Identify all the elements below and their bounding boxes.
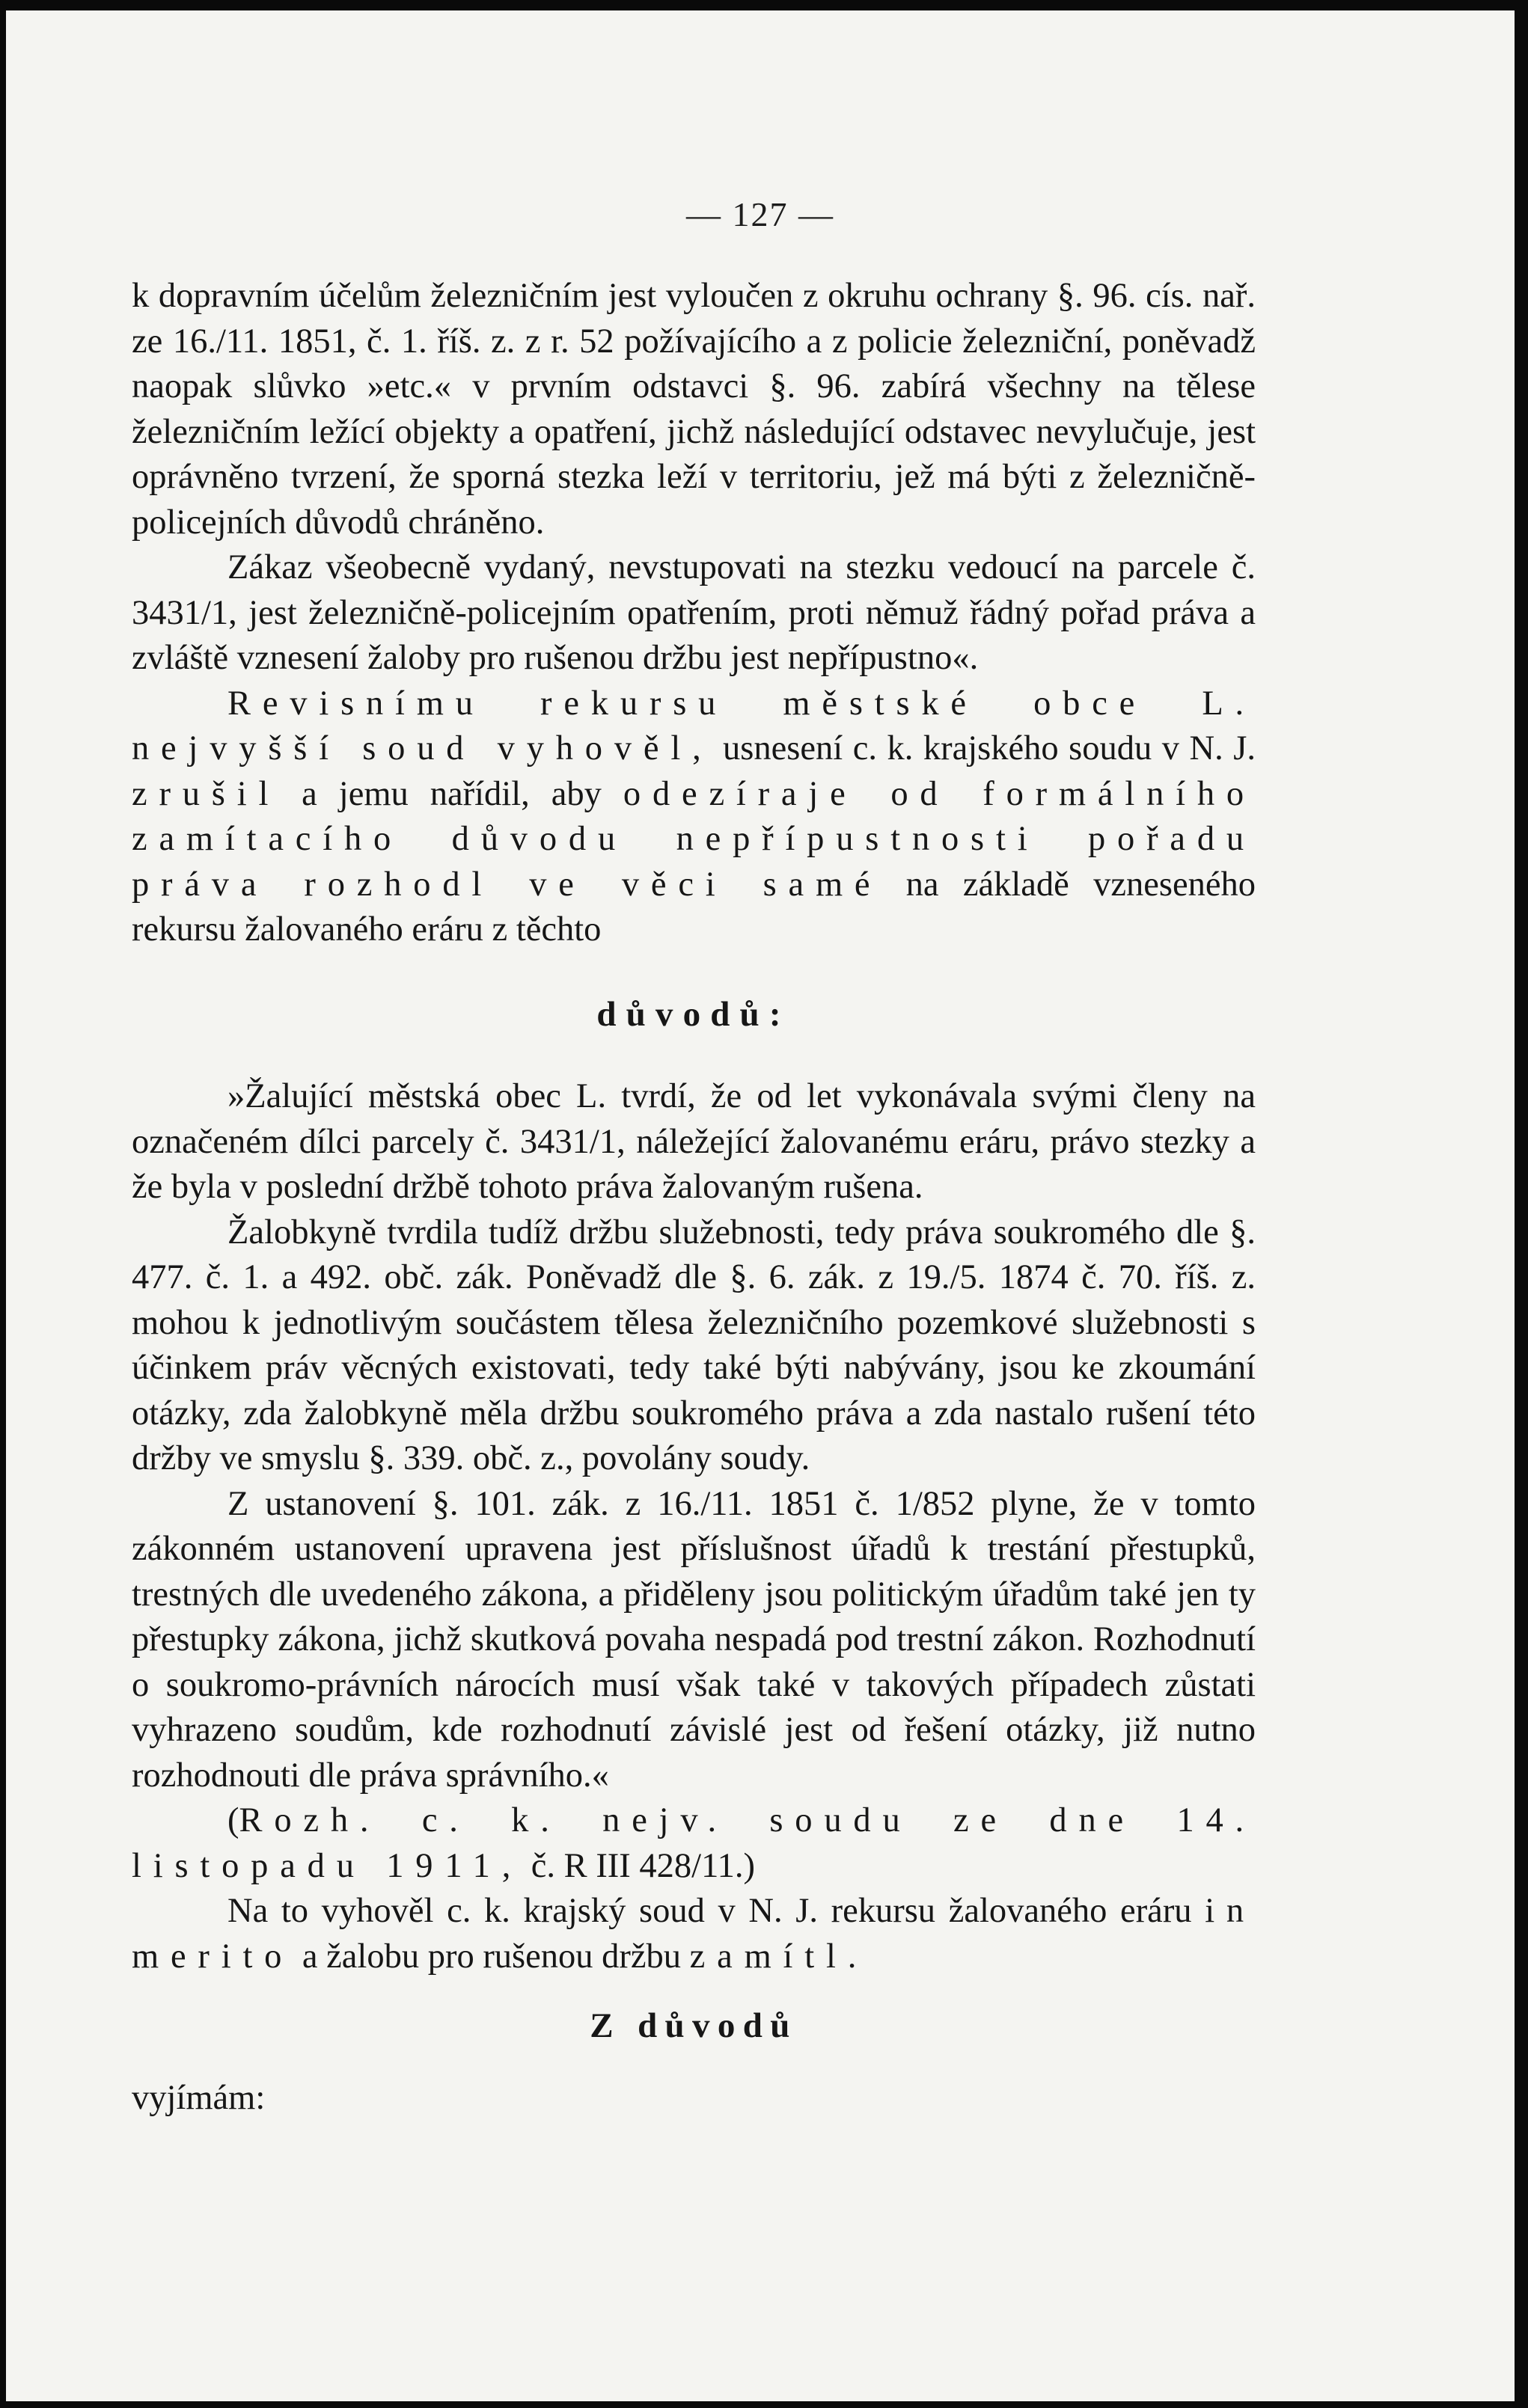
paragraph-8-part-3: a žalobu pro rušenou držbu [293,1937,690,1976]
paragraph-3-spaced-5: odezíraje od formálního zamítacího důvodu nepřípustnosti pořadu práva rozhodl ve věci samé [132,774,1256,904]
paragraph-3-part-2: usnesení c. k. krajského soudu v N. J. [712,729,1256,768]
paragraph-5: Žalobkyně tvrdila tudíž držbu služebnosti, tedy práva soukromého dle §. 477. č. 1. a 492. obč. zák. Poněvadž dle §. 6. zák. z 19./5. 1874 č. 70. říš. z. mohou k jednotlivým součástem tělesa železničního pozemkové služebnosti s účinkem práv věcných existovati, tedy také býti nabývány, jsou ke zkoumání otázky, zda žalobkyně měla držbu soukromého práva a zda nastalo rušení této držby ve smyslu §. 339. obč. z., povolány soudy. [132,1213,1256,1477]
page-number: — 127 — [686,195,834,233]
section-heading-z-duvodu: Z důvodů [590,2006,798,2045]
document-page [6,10,1515,2401]
paragraph-3-spaced-3: zrušil [132,774,281,813]
paragraph-1: k dopravním účelům železničním jest vyloučen z okruhu ochrany §. 96. cís. nař. ze 16./11. 1851, č. 1. říš. z. z r. 52 požívajícího a z policie železniční, poněvadž naopak slůvko »etc.« v prvním odstavci §. 96. zabírá všechny na tělese železničním ležící objekty a opatření, jichž následující odstavec nevylučuje, jest oprávněno tvrzení, že sporná stezka leží v territoriu, jež má býti z železničně-policejních důvodů chráněno. [132,277,1256,542]
paragraph-3-part-4: a jemu nařídil, aby [280,774,623,813]
closing-line: vyjímám: [132,2078,266,2117]
citation-number: č. R III 428/11.) [522,1846,755,1885]
paragraph-8-part-5: . [847,1937,857,1976]
paragraph-4: »Žalující městská obec L. tvrdí, že od let vykonávala svými členy na označeném dílci parcely č. 3431/1, náležející žalovanému eráru, právo stezky a že byla v poslední držbě tohoto práva žalovaným rušena. [132,1077,1256,1206]
paragraph-8 [132,1889,1256,1979]
paragraph-6: Z ustanovení §. 101. zák. z 16./11. 1851 č. 1/852 plyne, že v tomto zákonném ustanovení upravena jest příslušnost úřadů k trestání přestupků, trestných dle uvedeného zákona, a přiděleny jsou politickým úřadům také jen ty přestupky zákona, jichž skutková povaha nespadá pod trestní zákon. Rozhodnutí o soukromo-právních nárocích musí však také v takových případech zůstati vyhrazeno soudům, kde rozhodnutí závislé jest od řešení otázky, již nutno rozhodnouti dle práva správního.« [132,1484,1256,1795]
body-text [132,274,1256,2121]
paragraph-8-spaced-2: in merito [132,1892,1256,1976]
paragraph-7-citation [132,1798,1256,1889]
paragraph-2: Zákaz všeobecně vydaný, nevstupovati na stezku vedoucí na parcele č. 3431/1, jest železničně-policejním opatřením, proti němuž řádný pořad práva a zvláště vznesení žaloby pro rušenou držbu jest nepřípustno«. [132,548,1256,677]
section-heading-duvodu: důvodů: [596,994,791,1034]
paragraph-8-part-1: Na to vyhověl c. k. krajský soud v N. J. rekursu žalovaného eráru [227,1892,1205,1930]
paragraph-3-spaced-1: Revisnímu rekursu městské obce L. nejvyšší soud vyhověl, [132,684,1256,768]
paragraph-3 [132,681,1256,953]
paragraph-3-part-6: na základě vzneseného rekursu žalovaného eráru z těchto [132,865,1256,949]
paragraph-8-spaced-4: zamítl [689,1937,848,1976]
citation-spaced: Rozh. c. k. nejv. soudu ze dne 14. listopadu 1911, [132,1801,1256,1885]
citation-open: ( [227,1801,239,1839]
